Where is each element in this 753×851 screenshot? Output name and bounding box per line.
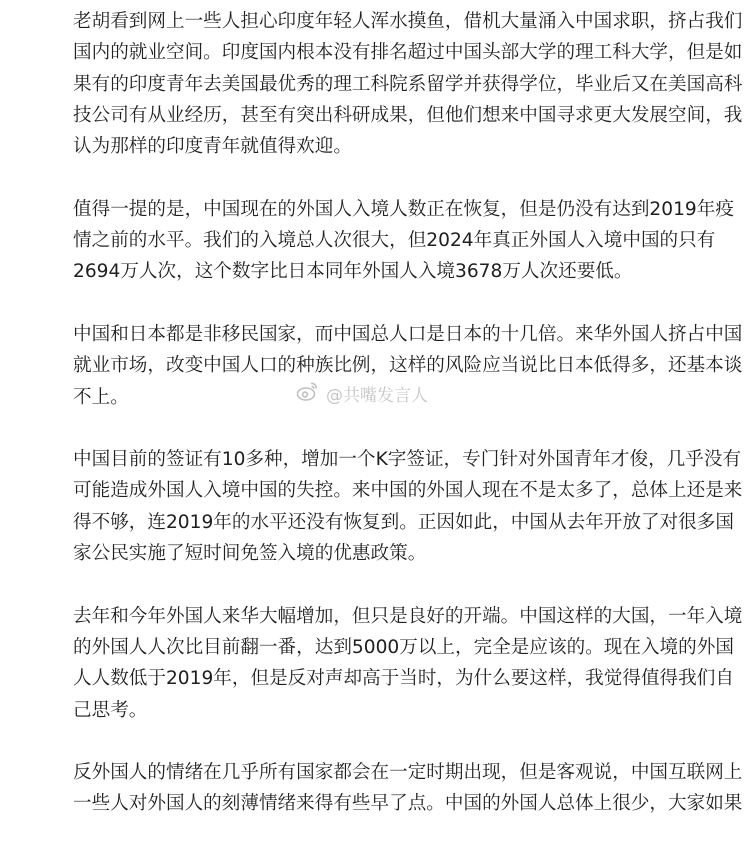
text-line: 一些人对外国人的刻薄情绪来得有些早了点。中国的外国人总体上很少，大家如果 <box>73 793 743 815</box>
paragraph <box>73 601 751 726</box>
text-line: 2694万人次，这个数字比日本同年外国人入境3678万人次还要低。 <box>73 261 633 283</box>
text-line: 认为那样的印度青年就值得欢迎。 <box>73 136 352 158</box>
text-line: 值得一提的是，中国现在的外国人入境人数正在恢复，但是仍没有达到2019年疫 <box>73 198 734 220</box>
article-body <box>73 6 751 851</box>
text-line: 不上。 <box>73 386 129 408</box>
text-line: 技公司有从业经历，甚至有突出科研成果，但他们想来中国寻求更大发展空间，我 <box>73 104 743 126</box>
text-line: 中国目前的签证有10多种，增加一个K字签证，专门针对外国青年才俊，几乎没有 <box>73 449 742 471</box>
text-line: 国内的就业空间。印度国内根本没有排名超过中国头部大学的理工科大学，但是如 <box>73 42 743 64</box>
paragraph <box>73 757 751 820</box>
text-line: 反外国人的情绪在几乎所有国家都会在一定时期出现，但是客观说，中国互联网上 <box>73 762 743 784</box>
text-line: 的外国人人次比目前翻一番，达到5000万以上，完全是应该的。现在入境的外国 <box>73 636 734 658</box>
watermark-text: @共嘴发言人 <box>326 385 428 406</box>
text-line: 家公民实施了短时间免签入境的优惠政策。 <box>73 543 427 565</box>
paragraph <box>73 194 751 288</box>
paragraph <box>73 6 751 162</box>
text-line: 己思考。 <box>73 699 148 721</box>
text-line: 情之前的水平。我们的入境总人次很大，但2024年真正外国人入境中国的只有 <box>73 230 716 252</box>
text-line: 中国和日本都是非移民国家，而中国总人口是日本的十几倍。来华外国人挤占中国 <box>73 323 743 345</box>
text-line: 老胡看到网上一些人担心印度年轻人浑水摸鱼，借机大量涌入中国求职，挤占我们 <box>73 11 743 32</box>
text-line: 得不够，连2019年的水平还没有恢复到。正因如此，中国从去年开放了对很多国 <box>73 511 734 533</box>
paragraph <box>73 444 751 569</box>
text-line: 可能造成外国人入境中国的失控。来中国的外国人现在不是太多了，总体上还是来 <box>73 480 743 502</box>
text-line: 就业市场，改变中国人口的种族比例，这样的风险应当说比日本低得多，还基本谈 <box>73 355 743 377</box>
text-line: 去年和今年外国人来华大幅增加，但只是良好的开端。中国这样的大国，一年入境 <box>73 605 743 627</box>
text-line: 人人数低于2019年，但是反对声却高于当时，为什么要这样，我觉得值得我们自 <box>73 668 734 690</box>
paragraph <box>73 319 751 413</box>
text-line: 果有的印度青年去美国最优秀的理工科院系留学并获得学位，毕业后又在美国高科 <box>73 73 743 95</box>
